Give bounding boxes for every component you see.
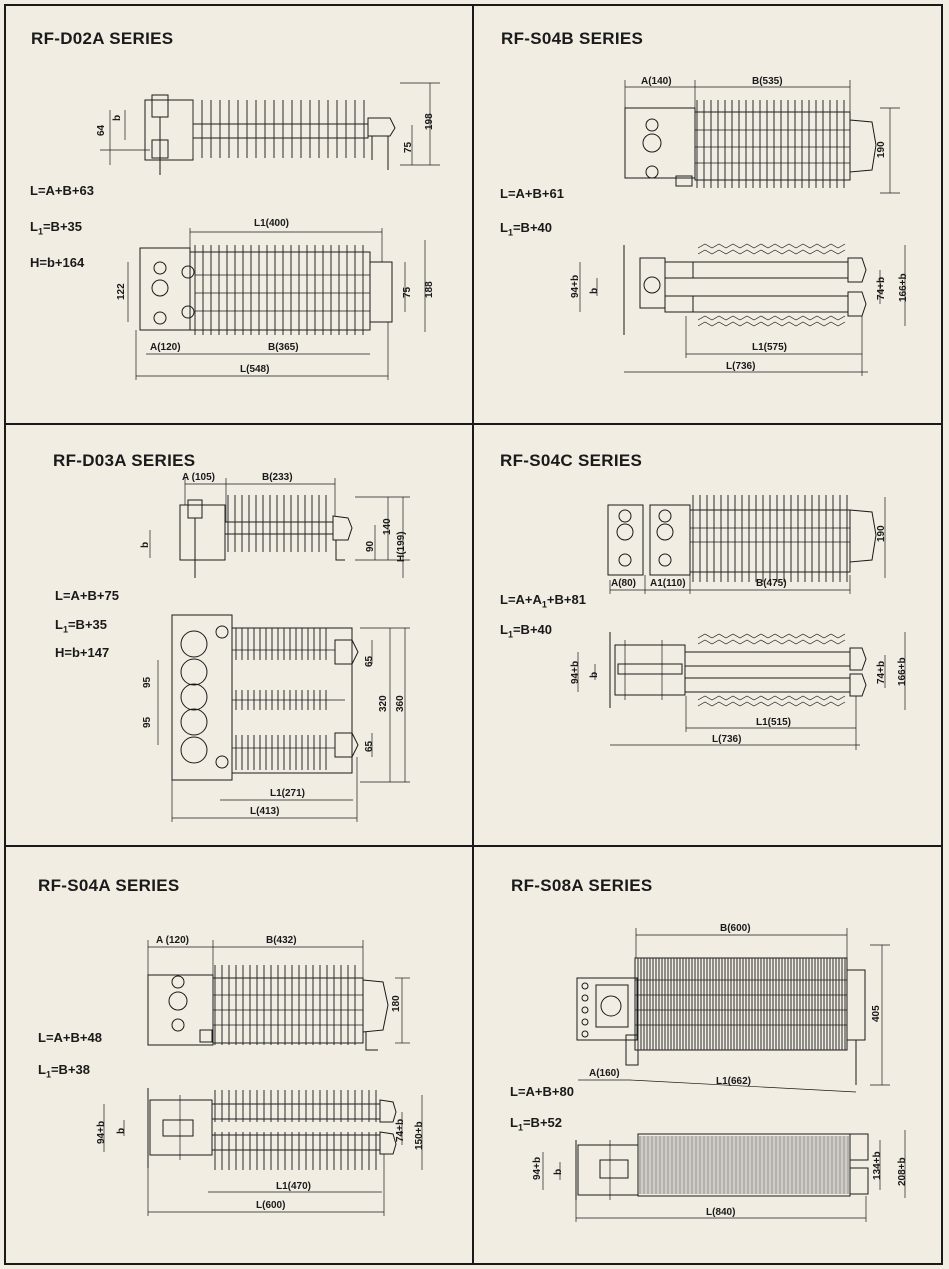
rf-s04b-top-view — [580, 244, 905, 376]
dim-65-top: 65 — [364, 655, 375, 667]
rf-s04c-top-view — [578, 632, 905, 750]
dim-320: 320 — [378, 695, 389, 712]
formula-height: H=b+147 — [55, 645, 110, 660]
dim-166-b: 166+b — [898, 273, 909, 302]
dim-a: A(140) — [641, 76, 672, 87]
dim-75: 75 — [403, 141, 414, 153]
panel-title-rf-s04a: RF-S04A SERIES — [38, 876, 180, 895]
dim-188: 188 — [424, 281, 435, 298]
dim-l: L(413) — [250, 806, 280, 817]
dim-74-b: 74+b — [395, 1118, 406, 1142]
dim-190: 190 — [876, 141, 887, 158]
formula-length: L=A+B+63 — [30, 183, 94, 198]
panel-title-rf-d03a: RF-D03A SERIES — [53, 451, 196, 470]
formula-length: L=A+B+75 — [55, 588, 119, 603]
dim-166-b: 166+b — [897, 657, 908, 686]
rf-d02a-top-view — [128, 228, 425, 380]
rf-s04a-top-view — [104, 1088, 422, 1216]
dim-l: L(840) — [706, 1207, 736, 1218]
dim-208-b: 208+b — [897, 1157, 908, 1186]
panel-title-rf-s04c: RF-S04C SERIES — [500, 451, 643, 470]
dim-b-length: B(365) — [268, 342, 299, 353]
dim-94-b: 94+b — [570, 660, 581, 684]
formula-length: L=A+B+61 — [500, 186, 564, 201]
dim-74-b: 74+b — [876, 276, 887, 300]
formula-l1: $L_1=B+40$ — [500, 220, 553, 238]
rf-s08a-side-view — [577, 928, 890, 1092]
dim-a: A(80) — [611, 578, 637, 589]
formula-l1: $L_1=B+35$ — [30, 219, 83, 237]
dim-180: 180 — [391, 995, 402, 1012]
dim-134-b: 134+b — [872, 1151, 883, 1180]
dim-65-bottom: 65 — [364, 740, 375, 752]
rf-d03a-side-view — [150, 478, 410, 578]
dim-l: L(548) — [240, 364, 270, 375]
dim-a: A(160) — [589, 1068, 620, 1079]
dim-l: L(736) — [712, 734, 742, 745]
dim-b-length: B(600) — [720, 923, 751, 934]
dim-b-length: B(535) — [752, 76, 783, 87]
formula-l1: $L_1=B+35$ — [55, 617, 108, 635]
dim-l: L(600) — [256, 1200, 286, 1211]
dim-l1: L1(271) — [270, 788, 306, 799]
dim-190: 190 — [876, 525, 887, 542]
rf-s04b-side-view — [625, 80, 900, 193]
formula-length: L=A+B+80 — [510, 1084, 574, 1099]
dim-l1: L1(400) — [254, 218, 290, 229]
dim-l1: L1(470) — [276, 1181, 312, 1192]
dim-a: A (120) — [156, 935, 189, 946]
dim-b-length: B(475) — [756, 578, 787, 589]
panel-title-rf-s04b: RF-S04B SERIES — [501, 29, 644, 48]
dim-94-b: 94+b — [96, 1120, 107, 1144]
dim-a1: A1(110) — [650, 578, 686, 589]
panel-title-rf-s08a: RF-S08A SERIES — [511, 876, 653, 895]
dim-94-b: 94+b — [532, 1156, 543, 1180]
dim-75-top: 75 — [402, 286, 413, 298]
formula-length: $L=A+A_1+B+81$ — [500, 592, 586, 610]
dim-b: b — [589, 671, 600, 678]
dim-150-b: 150+b — [414, 1121, 425, 1150]
dim-a: A (105) — [182, 472, 215, 483]
formula-l1: $L_1=B+40$ — [500, 622, 553, 640]
dim-122: 122 — [116, 283, 127, 300]
dim-95-upper: 95 — [142, 676, 153, 688]
rf-s04a-side-view — [148, 940, 410, 1050]
formula-length: L=A+B+48 — [38, 1030, 102, 1045]
dim-140: 140 — [382, 518, 393, 535]
dim-95-lower: 95 — [142, 716, 153, 728]
dim-b: b — [116, 1127, 127, 1134]
dim-64: 64 — [96, 124, 107, 136]
dim-b: b — [112, 114, 123, 121]
dim-a: A(120) — [150, 342, 181, 353]
formula-l1: $L_1=B+38$ — [38, 1062, 91, 1080]
dim-b-length: B(432) — [266, 935, 297, 946]
dim-h199: H(199) — [396, 531, 407, 562]
formula-l1: $L_1=B+52$ — [510, 1115, 563, 1133]
rf-d02a-side-view — [100, 83, 440, 175]
dim-360: 360 — [395, 695, 406, 712]
dim-90: 90 — [365, 540, 376, 552]
dim-l: L(736) — [726, 361, 756, 372]
dim-b: b — [553, 1168, 564, 1175]
dim-b-length: B(233) — [262, 472, 293, 483]
dim-l1: L1(662) — [716, 1076, 752, 1087]
dim-b: b — [140, 541, 151, 548]
dim-94-b: 94+b — [570, 274, 581, 298]
dim-74-b: 74+b — [876, 660, 887, 684]
dim-405: 405 — [871, 1005, 882, 1022]
dim-198: 198 — [424, 113, 435, 130]
dim-b: b — [589, 287, 600, 294]
formula-height: H=b+164 — [30, 255, 85, 270]
dim-l1: L1(515) — [756, 717, 792, 728]
panel-title-rf-d02a: RF-D02A SERIES — [31, 29, 174, 48]
dim-l1: L1(575) — [752, 342, 788, 353]
